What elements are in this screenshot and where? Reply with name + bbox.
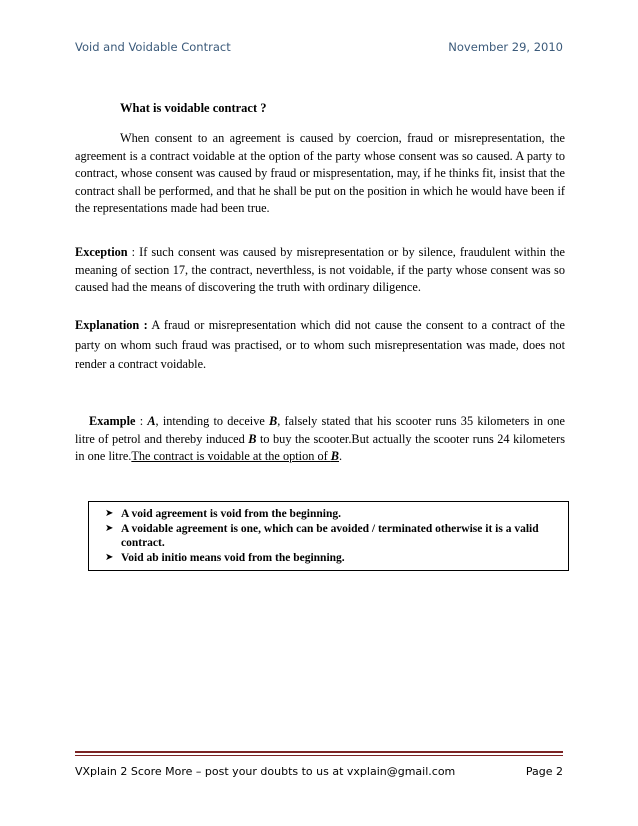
- exception-paragraph: [75, 244, 565, 297]
- example-text-1: , intending to deceive: [155, 414, 270, 428]
- arrow-bullet-icon: ➤: [105, 508, 114, 519]
- party-b: B: [330, 449, 339, 463]
- explanation-paragraph: [75, 316, 565, 375]
- page-footer: [75, 765, 563, 783]
- list-item-text: Void ab initio means void from the beginning.: [121, 551, 345, 564]
- list-item-text: A voidable agreement is one, which can be avoided / terminated otherwise it is a valid contract.: [121, 522, 539, 549]
- list-item-text: A void agreement is void from the beginning.: [121, 508, 341, 520]
- definition-paragraph: [75, 130, 565, 218]
- explanation-text: A fraud or misrepresentation which did not cause the consent to a contract of the party on whom such fraud was practised, or to whom such misrepresentation was made, does not render a contract voidable.: [75, 318, 565, 371]
- example-conclusion-text: The contract is voidable at the option of: [131, 449, 331, 463]
- arrow-bullet-icon: ➤: [105, 551, 114, 563]
- arrow-bullet-icon: ➤: [105, 522, 114, 534]
- example-conclusion: [131, 449, 339, 463]
- header-title: Void and Voidable Contract: [75, 40, 231, 54]
- footer-text: VXplain 2 Score More – post your doubts to us at vxplain@gmail.com: [75, 765, 456, 778]
- page-header: [75, 40, 563, 58]
- footer-rule-thin: [75, 755, 563, 756]
- list-item: [105, 507, 568, 522]
- list-item: [105, 551, 568, 566]
- exception-label: Exception: [75, 245, 128, 259]
- party-b: B: [248, 431, 257, 446]
- summary-list: [89, 502, 568, 565]
- page-number: Page 2: [525, 765, 563, 778]
- example-text-3: to buy the scooter.But actually the scooter runs 24 kilometers in one litre.: [75, 431, 565, 463]
- example-text-2: , falsely stated that his scooter runs 35 kilometers in one litre of petrol and thereby induced: [75, 414, 565, 446]
- party-a: A: [147, 414, 156, 428]
- footer-rule-thick: [75, 751, 563, 753]
- example-paragraph: [75, 413, 565, 466]
- explanation-label: Explanation :: [75, 318, 148, 332]
- example-end: .: [339, 449, 343, 463]
- example-separator: :: [135, 414, 148, 428]
- example-label: Example: [89, 414, 136, 428]
- summary-box: [88, 501, 569, 571]
- list-item: [105, 522, 568, 551]
- section-heading: What is voidable contract ?: [120, 101, 267, 115]
- definition-text: When consent to an agreement is caused by coercion, fraud or misrepresentation, the agreement is a contract voidable at the option of the party whose consent was so caused. A party to contract, whose consent was caused by fraud or mispresentation, may, if he thinks fit, insist that the contract shall be performed, and that he shall be put on the position in which he would have been if the representations made had been true.: [75, 131, 565, 215]
- party-b: B: [269, 414, 278, 428]
- exception-text: : If such consent was caused by misrepresentation or by silence, fraudulent within the meaning of section 17, the contract, neverthless, is not voidable, if the party whose consent was so caused had the means of discovering the truth with ordinary diligence.: [75, 245, 565, 294]
- header-date: November 29, 2010: [448, 40, 563, 54]
